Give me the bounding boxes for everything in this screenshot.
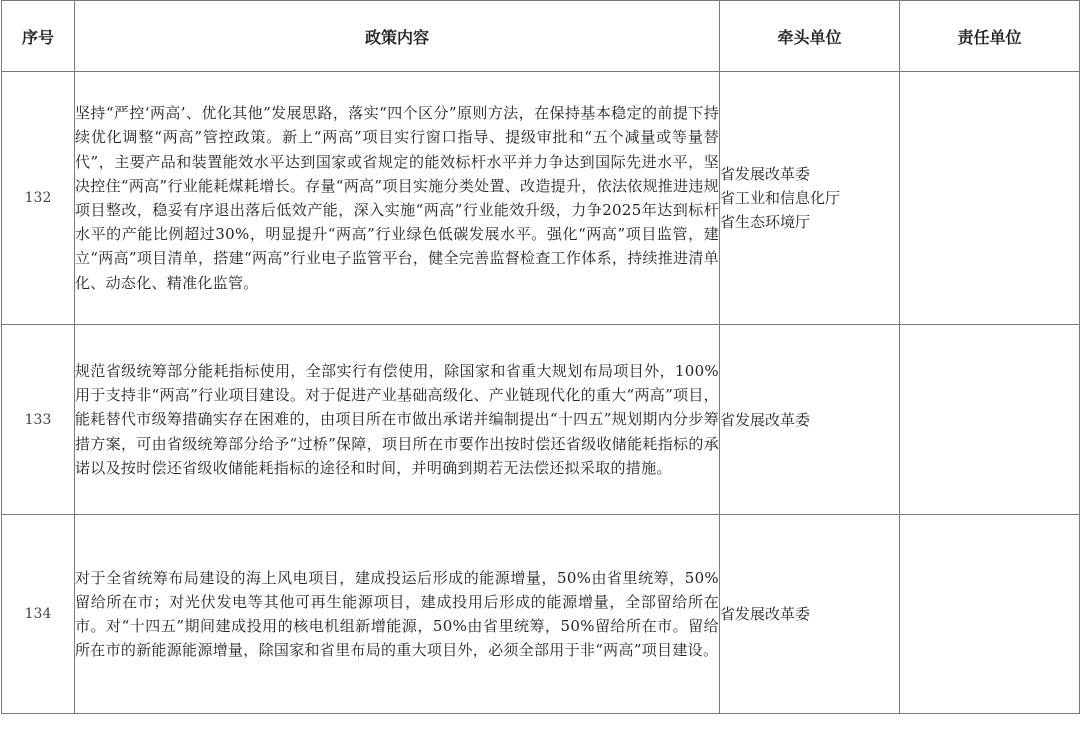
row-lead-unit xyxy=(720,72,900,325)
row-lead-unit xyxy=(720,325,900,515)
table-row xyxy=(2,72,1080,325)
row-lead-unit xyxy=(720,515,900,714)
lead-unit-item: 省发展改革委 xyxy=(720,410,811,429)
lead-unit-item: 省发展改革委 xyxy=(720,165,811,183)
row-policy-content: 对于全省统筹布局建设的海上风电项目，建成投运后形成的能源增量，50%由省里统筹，50%留给所在市；对光伏发电等其他可再生能源项目，建成投用后形成的能源增量，全部留给所在市。对“十四五”期间建成投用的核电机组新增能源，50%由省里统筹，50%留给所在市。留给所在市的新能源能源增量，除国家和省里布局的重大项目外，必须全部用于非“两高”项目建设。 xyxy=(75,515,720,714)
row-responsible-unit xyxy=(900,325,1080,515)
row-serial-number: 132 xyxy=(2,72,75,325)
header-policy-content: 政策内容 xyxy=(75,1,720,72)
policy-table xyxy=(1,0,1080,714)
row-policy-content: 坚持“严控‘两高’、优化其他”发展思路，落实“四个区分”原则方法，在保持基本稳定的前提下持续优化调整“两高”管控政策。新上“两高”项目实行窗口指导、提级审批和“五个减量或等量替代”，主要产品和装置能效水平达到国家或省规定的能效标杆水平并力争达到国际先进水平，坚决控住“两高”行业能耗煤耗增长。存量“两高”项目实施分类处置、改造提升，依法依规推进违规项目整改，稳妥有序退出落后低效产能，深入实施“两高”行业能效升级，力争2025年达到标杆水平的产能比例超过30%，明显提升“两高”行业绿色低碳发展水平。强化“两高”项目监管，建立“两高”项目清单，搭建“两高”行业电子监管平台，健全完善监督检查工作体系，持续推进清单化、动态化、精准化监管。 xyxy=(75,72,720,325)
row-responsible-unit xyxy=(900,72,1080,325)
lead-unit-item: 省生态环境厅 xyxy=(720,213,811,231)
header-responsible-unit: 责任单位 xyxy=(900,1,1080,72)
table-header-row xyxy=(2,1,1080,72)
lead-unit-item: 省工业和信息化厅 xyxy=(720,189,841,207)
row-serial-number: 133 xyxy=(2,325,75,515)
row-responsible-unit xyxy=(900,515,1080,714)
lead-unit-item: 省发展改革委 xyxy=(720,605,811,623)
header-serial-number: 序号 xyxy=(2,1,75,72)
row-serial-number: 134 xyxy=(2,515,75,714)
table-row xyxy=(2,325,1080,515)
table-row xyxy=(2,515,1080,714)
header-lead-unit: 牵头单位 xyxy=(720,1,900,72)
row-policy-content: 规范省级统筹部分能耗指标使用，全部实行有偿使用，除国家和省重大规划布局项目外，100%用于支持非“两高”行业项目建设。对于促进产业基础高级化、产业链现代化的重大“两高”项目，能耗替代市级筹措确实存在困难的，由项目所在市做出承诺并编制提出“十四五”规划期内分步筹措方案，可由省级统筹部分给予“过桥”保障，项目所在市要作出按时偿还省级收储能耗指标的承诺以及按时偿还省级收储能耗指标的途径和时间，并明确到期若无法偿还拟采取的措施。 xyxy=(75,325,720,515)
